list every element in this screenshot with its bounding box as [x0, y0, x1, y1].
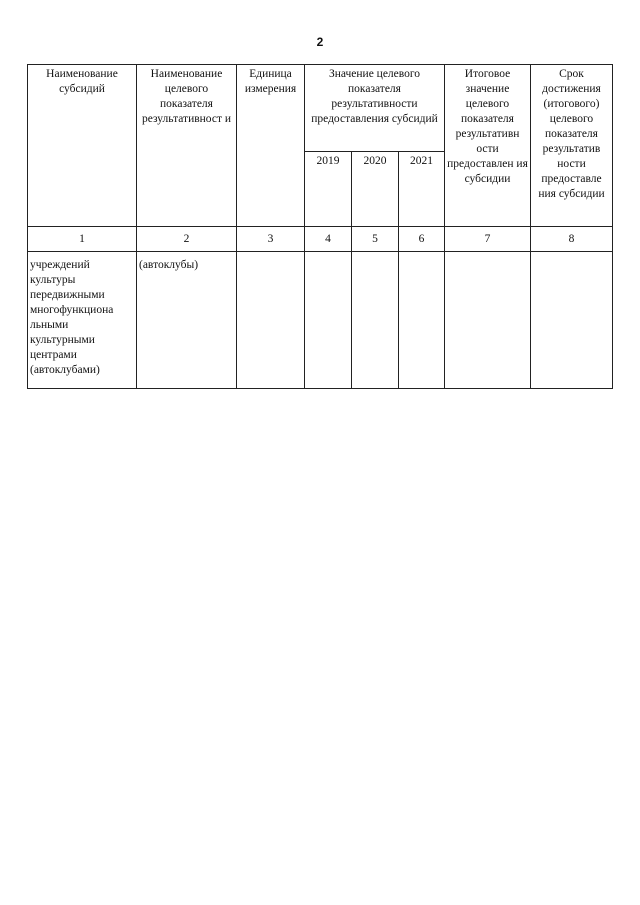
header-final-value: Итоговое значение целевого показателя результативн ости предоставлен ия субсидии	[445, 65, 531, 227]
column-number: 1	[28, 227, 137, 252]
cell-deadline	[531, 252, 613, 389]
header-subsidy-name: Наименование субсидий	[28, 65, 137, 227]
column-number: 8	[531, 227, 613, 252]
column-number: 7	[445, 227, 531, 252]
cell-value-2021	[399, 252, 445, 389]
column-number: 2	[137, 227, 237, 252]
header-target-value: Значение целевого показателя результативности предоставления субсидий	[305, 65, 445, 152]
table-row	[28, 252, 613, 389]
header-deadline: Срок достижения (итогового) целевого показателя результатив ности предоставле ния субсидии	[531, 65, 613, 227]
header-unit: Единица измерения	[237, 65, 305, 227]
page-number: 2	[316, 35, 324, 49]
cell-unit	[237, 252, 305, 389]
header-year-2021: 2021	[399, 152, 445, 227]
cell-value-2020	[352, 252, 399, 389]
cell-value-2019	[305, 252, 352, 389]
cell-subsidy-name: учреждений культуры передвижными многофункциона льными культурными центрами (автоклубами)	[28, 252, 137, 389]
subsidy-indicators-table	[27, 64, 613, 389]
column-number-row	[28, 227, 613, 252]
column-number: 6	[399, 227, 445, 252]
column-number: 5	[352, 227, 399, 252]
column-number: 3	[237, 227, 305, 252]
cell-final-value	[445, 252, 531, 389]
column-number: 4	[305, 227, 352, 252]
header-year-2020: 2020	[352, 152, 399, 227]
header-indicator-name: Наименование целевого показателя результативност и	[137, 65, 237, 227]
cell-indicator-name: (автоклубы)	[137, 252, 237, 389]
header-year-2019: 2019	[305, 152, 352, 227]
